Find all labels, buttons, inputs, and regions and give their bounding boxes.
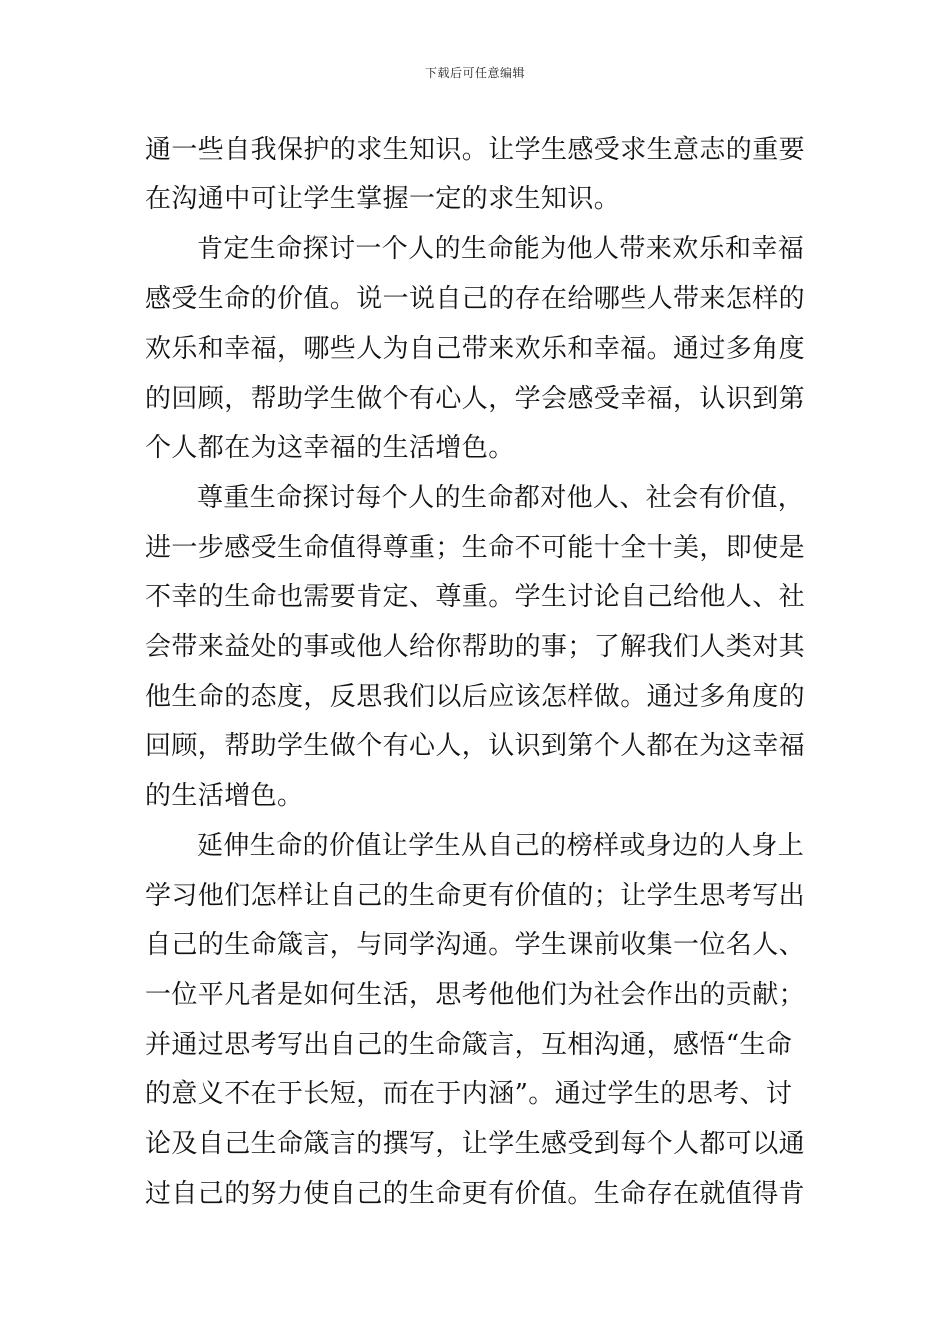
text-line: 的回顾，帮助学生做个有心人，学会感受幸福，认识到第	[145, 384, 806, 414]
text-line: 他生命的态度，反思我们以后应该怎样做。通过多角度的	[145, 682, 806, 712]
text-line: 自己的生命箴言，与同学沟通。学生课前收集一位名人、	[145, 930, 806, 960]
text-line: 回顾，帮助学生做个有心人，认识到第个人都在为这幸福	[145, 731, 806, 761]
text-line: 欢乐和幸福，哪些人为自己带来欢乐和幸福。通过多角度	[145, 334, 806, 364]
text-line: 通一些自我保护的求生知识。让学生感受求生意志的重要	[145, 135, 806, 165]
text-line: 不幸的生命也需要肯定、尊重。学生讨论自己给他人、社	[145, 582, 806, 612]
text-line: 过自己的努力使自己的生命更有价值。生命存在就值得肯	[145, 1179, 806, 1209]
text-line: 学习他们怎样让自己的生命更有价值的；让学生思考写出	[145, 881, 806, 911]
paragraph-first-line: 肯定生命探讨一个人的生命能为他人带来欢乐和幸福	[197, 234, 805, 264]
text-line: 个人都在为这幸福的生活增色。	[145, 433, 515, 463]
text-line: 感受生命的价值。说一说自己的存在给哪些人带来怎样的	[145, 284, 806, 314]
paragraph-first-line: 延伸生命的价值让学生从自己的榜样或身边的人身上	[197, 831, 805, 861]
text-line: 论及自己生命箴言的撰写，让学生感受到每个人都可以通	[145, 1129, 806, 1159]
text-line: 一位平凡者是如何生活，思考他他们为社会作出的贡献；	[145, 980, 806, 1010]
text-line: 进一步感受生命值得尊重；生命不可能十全十美，即使是	[145, 533, 806, 563]
text-line: 的生活增色。	[145, 781, 304, 811]
text-line: 在沟通中可让学生掌握一定的求生知识。	[145, 184, 621, 214]
text-line: 的意义不在于长短，而在于内涵”。通过学生的思考、讨	[145, 1079, 793, 1109]
paragraph-first-line: 尊重生命探讨每个人的生命都对他人、社会有价值，	[197, 483, 805, 513]
text-line: 并通过思考写出自己的生命箴言，互相沟通，感悟“生命	[145, 1030, 793, 1060]
page-header: 下载后可任意编辑	[424, 66, 525, 80]
text-line: 会带来益处的事或他人给你帮助的事；了解我们人类对其	[145, 632, 806, 662]
